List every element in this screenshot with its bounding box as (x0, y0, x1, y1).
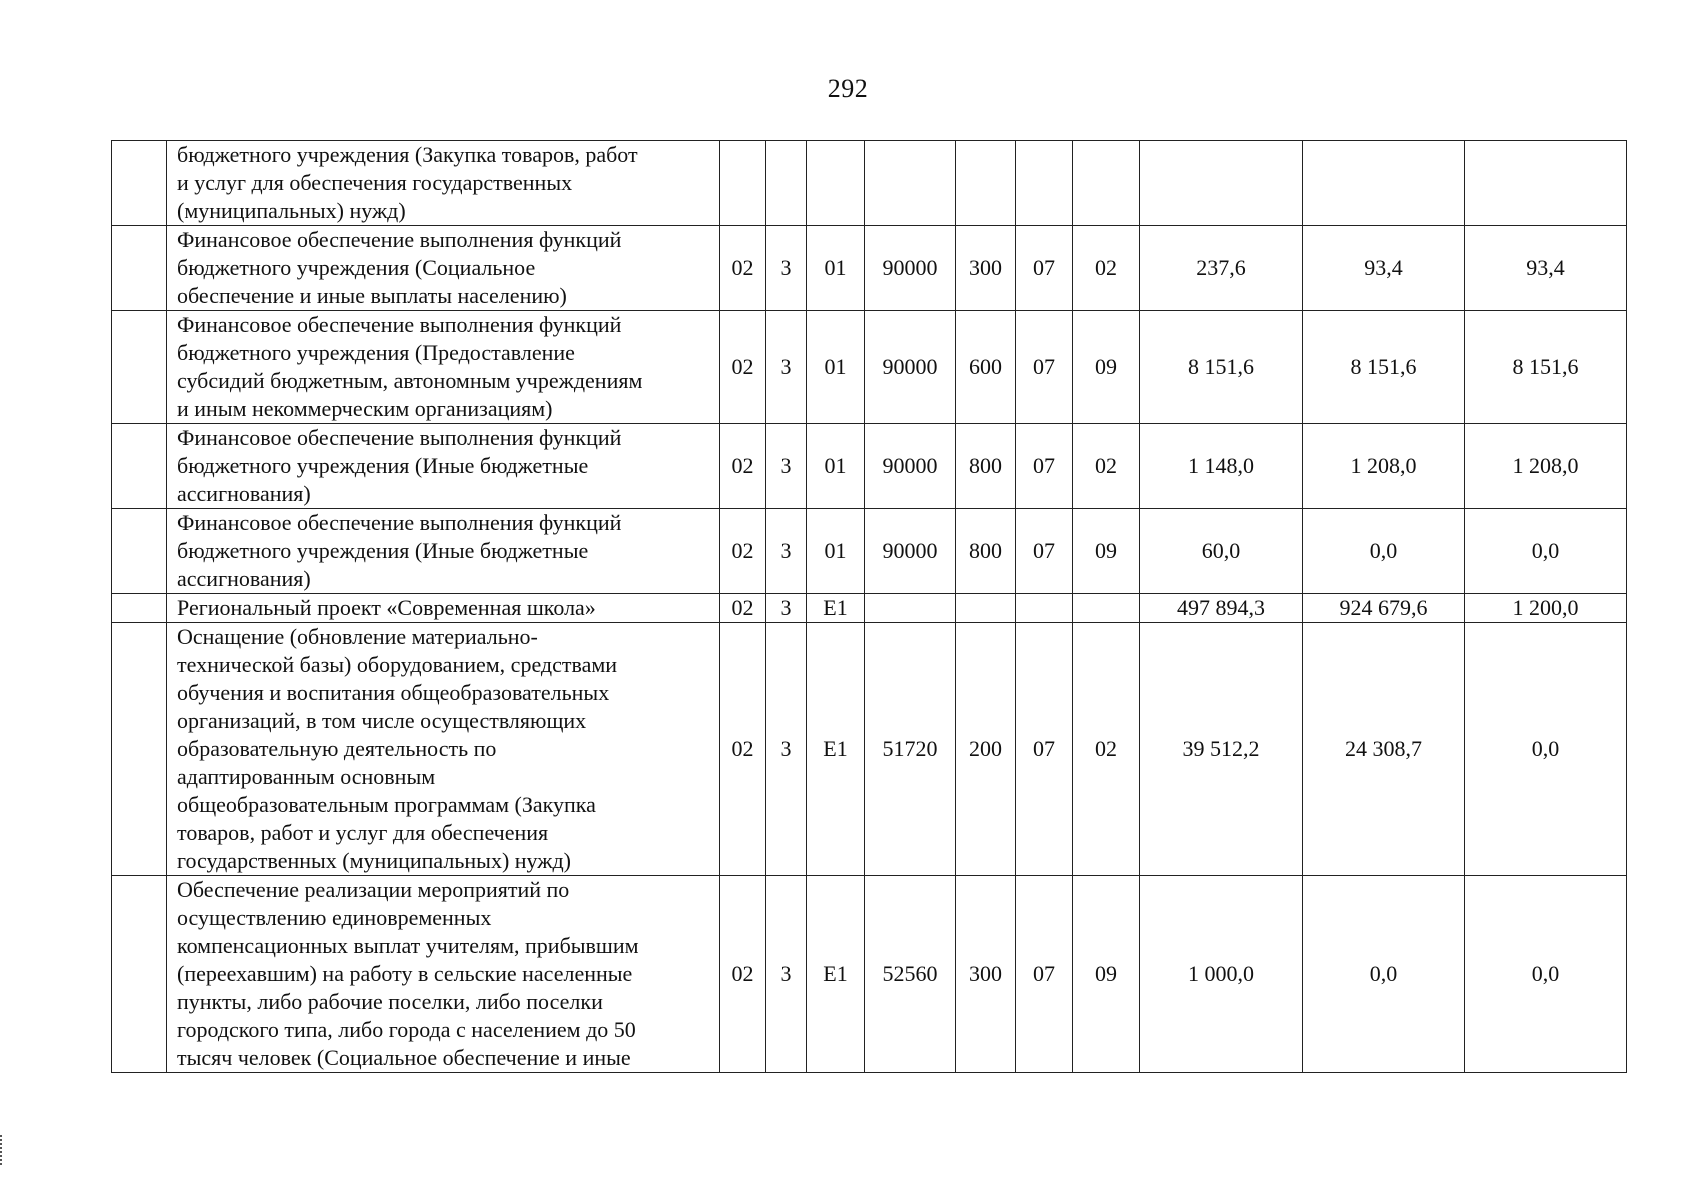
code-rz: 07 (1016, 876, 1073, 1073)
code-gp: 02 (720, 509, 766, 594)
code-pp: 3 (766, 876, 807, 1073)
amount-year-1 (1140, 141, 1303, 226)
item-name-line: Финансовое обеспечение выполнения функций (177, 425, 622, 450)
row-number-cell (112, 509, 167, 594)
code-rz: 07 (1016, 311, 1073, 424)
page-number: 292 (827, 74, 869, 103)
item-name-line: осуществлению единовременных (177, 905, 492, 930)
item-name-line: адаптированным основным (177, 764, 436, 789)
code-om: E1 (807, 876, 865, 1073)
amount-year-3: 0,0 (1465, 876, 1627, 1073)
code-pp: 3 (766, 311, 807, 424)
item-name-line: Финансовое обеспечение выполнения функций (177, 312, 622, 337)
item-name-line: бюджетного учреждения (Иные бюджетные (177, 453, 589, 478)
code-pr: 09 (1073, 509, 1140, 594)
item-name-line: Обеспечение реализации мероприятий по (177, 877, 570, 902)
code-gp: 02 (720, 424, 766, 509)
amount-year-1: 1 000,0 (1140, 876, 1303, 1073)
table-row (112, 594, 1627, 623)
amount-year-1: 497 894,3 (1140, 594, 1303, 623)
code-gp (720, 141, 766, 226)
code-gp: 02 (720, 226, 766, 311)
row-number-cell (112, 876, 167, 1073)
code-pr: 02 (1073, 424, 1140, 509)
item-name-line: общеобразовательным программам (Закупка (177, 792, 596, 817)
code-pp: 3 (766, 594, 807, 623)
item-name-cell (167, 594, 720, 623)
item-name-line: обеспечение и иные выплаты населению) (177, 283, 567, 308)
code-om: 01 (807, 311, 865, 424)
item-name-line: пункты, либо рабочие поселки, либо поселки (177, 989, 603, 1014)
amount-year-3: 0,0 (1465, 623, 1627, 876)
code-gp: 02 (720, 311, 766, 424)
code-pp: 3 (766, 424, 807, 509)
code-rz: 07 (1016, 623, 1073, 876)
item-name-cell (167, 424, 720, 509)
item-name-line: товаров, работ и услуг для обеспечения (177, 820, 549, 845)
code-vr (956, 594, 1016, 623)
table-row (112, 509, 1627, 594)
code-gp: 02 (720, 594, 766, 623)
amount-year-3: 8 151,6 (1465, 311, 1627, 424)
code-vr: 800 (956, 424, 1016, 509)
amount-year-1: 237,6 (1140, 226, 1303, 311)
code-pr: 09 (1073, 876, 1140, 1073)
code-rz (1016, 141, 1073, 226)
code-pp: 3 (766, 623, 807, 876)
item-name-line: технической базы) оборудованием, средствами (177, 652, 618, 677)
table-row (112, 876, 1627, 1073)
amount-year-2: 8 151,6 (1303, 311, 1465, 424)
code-vr: 600 (956, 311, 1016, 424)
code-om: 01 (807, 509, 865, 594)
item-name-line: бюджетного учреждения (Предоставление (177, 340, 575, 365)
amount-year-1: 8 151,6 (1140, 311, 1303, 424)
amount-year-2 (1303, 141, 1465, 226)
item-name-line: городского типа, либо города с населением до 50 (177, 1017, 636, 1042)
amount-year-3: 93,4 (1465, 226, 1627, 311)
row-number-cell (112, 424, 167, 509)
item-name-line: Региональный проект «Современная школа» (177, 595, 596, 620)
code-direction: 90000 (865, 509, 956, 594)
amount-year-3: 0,0 (1465, 509, 1627, 594)
code-om: E1 (807, 594, 865, 623)
table-row (112, 226, 1627, 311)
code-direction: 90000 (865, 226, 956, 311)
code-vr: 200 (956, 623, 1016, 876)
amount-year-3: 1 200,0 (1465, 594, 1627, 623)
code-rz: 07 (1016, 424, 1073, 509)
table-row (112, 424, 1627, 509)
code-direction: 90000 (865, 311, 956, 424)
row-number-cell (112, 311, 167, 424)
table-row (112, 623, 1627, 876)
code-om: E1 (807, 623, 865, 876)
row-number-cell (112, 594, 167, 623)
item-name-cell (167, 623, 720, 876)
code-pp (766, 141, 807, 226)
code-direction (865, 594, 956, 623)
item-name-line: бюджетного учреждения (Иные бюджетные (177, 538, 589, 563)
item-name-line: бюджетного учреждения (Социальное (177, 255, 536, 280)
item-name-line: образовательную деятельность по (177, 736, 497, 761)
code-pr: 02 (1073, 623, 1140, 876)
amount-year-2: 0,0 (1303, 876, 1465, 1073)
code-direction: 52560 (865, 876, 956, 1073)
amount-year-2: 93,4 (1303, 226, 1465, 311)
code-vr: 300 (956, 876, 1016, 1073)
item-name-line: государственных (муниципальных) нужд) (177, 848, 571, 873)
item-name-line: (переехавшим) на работу в сельские населенные (177, 961, 633, 986)
code-direction: 51720 (865, 623, 956, 876)
item-name-line: компенсационных выплат учителям, прибывшим (177, 933, 639, 958)
amount-year-3: 1 208,0 (1465, 424, 1627, 509)
code-direction (865, 141, 956, 226)
amount-year-2: 924 679,6 (1303, 594, 1465, 623)
item-name-line: бюджетного учреждения (Закупка товаров, работ (177, 142, 638, 167)
code-om (807, 141, 865, 226)
amount-year-2: 24 308,7 (1303, 623, 1465, 876)
amount-year-1: 1 148,0 (1140, 424, 1303, 509)
item-name-line: обучения и воспитания общеобразовательных (177, 680, 610, 705)
item-name-cell (167, 311, 720, 424)
code-gp: 02 (720, 623, 766, 876)
code-direction: 90000 (865, 424, 956, 509)
item-name-cell (167, 141, 720, 226)
amount-year-1: 39 512,2 (1140, 623, 1303, 876)
scan-edge-marks (0, 1135, 5, 1165)
amount-year-2: 1 208,0 (1303, 424, 1465, 509)
budget-table-body (112, 141, 1627, 1073)
code-om: 01 (807, 424, 865, 509)
code-pp: 3 (766, 226, 807, 311)
code-pr: 09 (1073, 311, 1140, 424)
item-name-line: и иным некоммерческим организациям) (177, 396, 553, 421)
amount-year-3 (1465, 141, 1627, 226)
row-number-cell (112, 141, 167, 226)
code-pr (1073, 141, 1140, 226)
code-rz: 07 (1016, 509, 1073, 594)
code-pr (1073, 594, 1140, 623)
code-rz: 07 (1016, 226, 1073, 311)
item-name-cell (167, 226, 720, 311)
row-number-cell (112, 226, 167, 311)
item-name-cell (167, 876, 720, 1073)
item-name-line: ассигнования) (177, 566, 311, 591)
code-pr: 02 (1073, 226, 1140, 311)
item-name-line: (муниципальных) нужд) (177, 198, 406, 223)
item-name-line: Финансовое обеспечение выполнения функций (177, 510, 622, 535)
item-name-line: и услуг для обеспечения государственных (177, 170, 573, 195)
budget-table (111, 140, 1627, 1073)
row-number-cell (112, 623, 167, 876)
code-gp: 02 (720, 876, 766, 1073)
item-name-line: ассигнования) (177, 481, 311, 506)
item-name-line: тысяч человек (Социальное обеспечение и иные (177, 1045, 631, 1070)
code-pp: 3 (766, 509, 807, 594)
table-row (112, 141, 1627, 226)
code-vr: 800 (956, 509, 1016, 594)
amount-year-2: 0,0 (1303, 509, 1465, 594)
code-om: 01 (807, 226, 865, 311)
item-name-cell (167, 509, 720, 594)
table-row (112, 311, 1627, 424)
item-name-line: организаций, в том числе осуществляющих (177, 708, 587, 733)
code-vr (956, 141, 1016, 226)
code-rz (1016, 594, 1073, 623)
item-name-line: Финансовое обеспечение выполнения функций (177, 227, 622, 252)
code-vr: 300 (956, 226, 1016, 311)
amount-year-1: 60,0 (1140, 509, 1303, 594)
item-name-line: субсидий бюджетным, автономным учреждениям (177, 368, 643, 393)
item-name-line: Оснащение (обновление материально- (177, 624, 538, 649)
